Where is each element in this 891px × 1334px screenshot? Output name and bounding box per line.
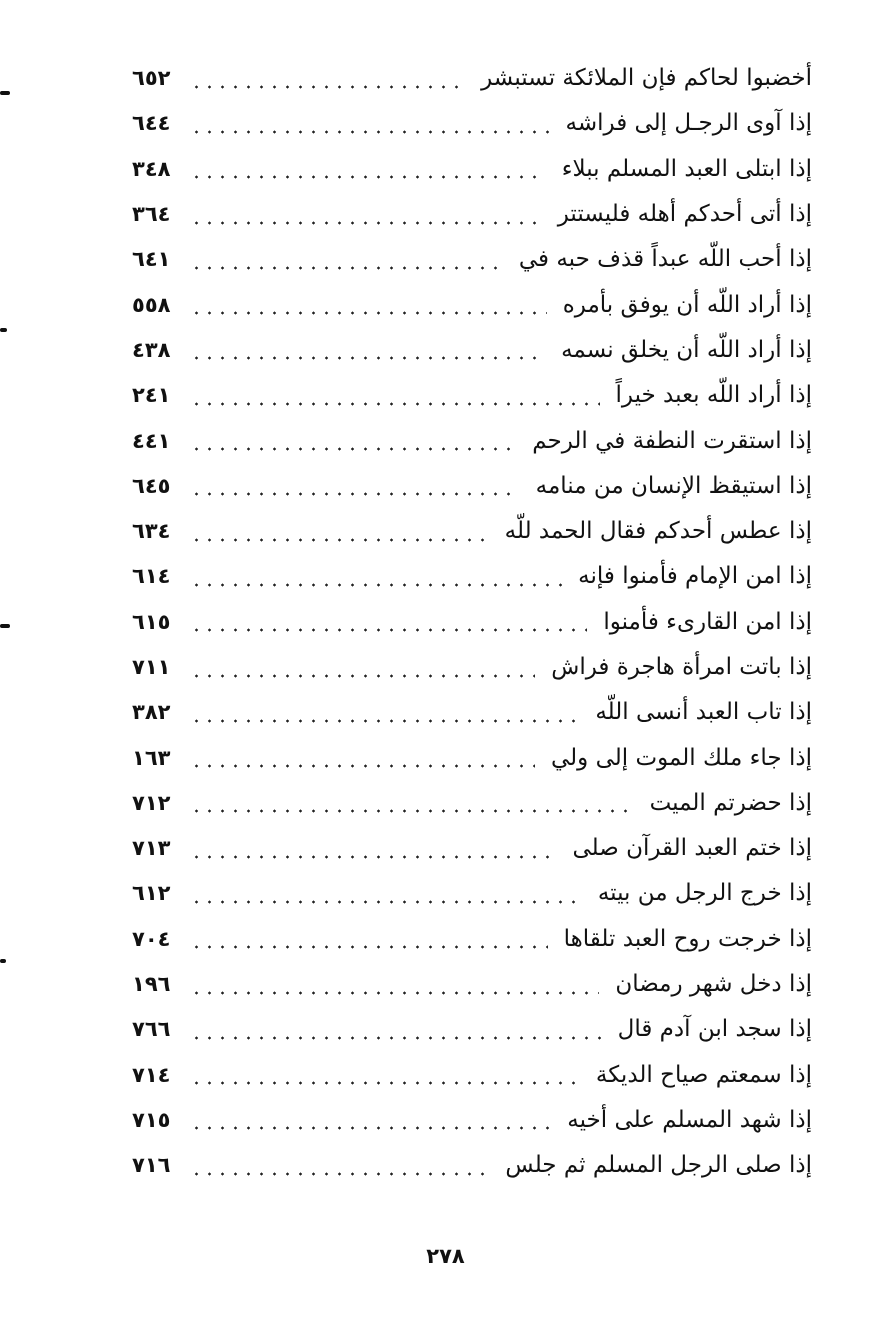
index-entry-page-number: ٦٥٢ xyxy=(132,66,171,91)
index-entry-page-number: ١٩٦ xyxy=(132,972,171,997)
scan-edge-mark xyxy=(0,624,10,628)
index-entry xyxy=(132,554,812,599)
index-entry-title: إذا استقرت النطفة في الرحم xyxy=(532,427,812,454)
index-entry-title: إذا أراد اللّه بعبد خيراً xyxy=(615,382,812,409)
index-entry xyxy=(132,690,812,735)
index-entry-page-number: ٦١٢ xyxy=(132,881,171,906)
dot-leader xyxy=(190,808,634,814)
index-entry-page-number: ٧١٤ xyxy=(132,1062,171,1087)
index-entry-title: إذا أراد اللّه أن يخلق نسمه xyxy=(561,336,812,363)
index-entry-page-number: ٧١٦ xyxy=(132,1153,171,1178)
dot-leader xyxy=(190,944,548,950)
index-entry-page-number: ٤٤١ xyxy=(132,428,171,453)
dot-leader xyxy=(190,310,547,316)
index-entry-page-number: ٤٣٨ xyxy=(132,337,171,362)
index-entry-title: إذا امن الإمام فأمنوا فإنه xyxy=(578,563,812,590)
scan-edge-mark xyxy=(0,959,6,963)
index-entry-page-number: ٦١٥ xyxy=(132,609,171,634)
index-entry-page-number: ٧١٢ xyxy=(132,790,171,815)
index-entry xyxy=(132,192,812,237)
index-entry-title: إذا ابتلى العبد المسلم ببلاء xyxy=(561,155,812,182)
dot-leader xyxy=(190,129,550,135)
index-entry-page-number: ٧١٣ xyxy=(132,836,171,861)
dot-leader xyxy=(190,899,582,905)
index-entry-title: إذا ختم العبد القرآن صلى xyxy=(572,835,812,862)
index-entry xyxy=(132,373,812,418)
index-entry-title: إذا أراد اللّه أن يوفق بأمره xyxy=(562,291,812,318)
hadith-index-list xyxy=(132,56,812,1188)
dot-leader xyxy=(190,1080,580,1086)
dot-leader xyxy=(190,1035,602,1041)
dot-leader xyxy=(190,84,465,90)
index-entry-page-number: ٣٨٢ xyxy=(132,700,171,725)
index-entry-title: إذا عطس أحدكم فقال الحمد للّه xyxy=(504,518,812,545)
scan-edge-mark xyxy=(0,91,10,95)
index-entry-page-number: ٥٥٨ xyxy=(132,292,171,317)
dot-leader xyxy=(190,401,600,407)
index-entry xyxy=(132,826,812,871)
index-entry-title: إذا صلى الرجل المسلم ثم جلس xyxy=(505,1152,812,1179)
index-entry xyxy=(132,1098,812,1143)
index-entry-title: إذا تاب العبد أنسى اللّه xyxy=(595,699,812,726)
index-entry-title: إذا استيقظ الإنسان من منامه xyxy=(535,472,812,499)
index-entry-page-number: ٧٦٦ xyxy=(132,1017,171,1042)
index-entry xyxy=(132,464,812,509)
index-entry xyxy=(132,600,812,645)
dot-leader xyxy=(190,1125,551,1131)
index-entry xyxy=(132,328,812,373)
index-entry-title: إذا أحب اللّه عبداً قذف حبه في xyxy=(518,246,812,273)
index-entry-title: إذا خرج الرجل من بيته xyxy=(597,880,812,907)
index-entry-title: إذا سجد ابن آدم قال xyxy=(617,1016,812,1043)
index-entry xyxy=(132,735,812,780)
index-entry-page-number: ٧٠٤ xyxy=(132,926,171,951)
page-number: ٢٧٨ xyxy=(426,1244,465,1268)
index-entry-title: إذا امن القارىء فأمنوا xyxy=(603,608,812,635)
dot-leader xyxy=(190,627,587,633)
index-entry-title: إذا باتت امرأة هاجرة فراش xyxy=(551,654,812,680)
index-entry-title: إذا خرجت روح العبد تلقاها xyxy=(563,925,812,952)
index-entry xyxy=(132,1053,812,1098)
dot-leader xyxy=(190,220,542,226)
index-entry-title: إذا سمعتم صياح الديكة xyxy=(595,1061,812,1088)
index-entry xyxy=(132,418,812,463)
dot-leader xyxy=(190,491,520,497)
index-entry-page-number: ٧١٥ xyxy=(132,1107,171,1132)
index-entry xyxy=(132,1007,812,1052)
dot-leader xyxy=(190,854,556,860)
dot-leader xyxy=(190,355,545,361)
index-entry xyxy=(132,147,812,192)
index-entry xyxy=(132,962,812,1007)
index-entry xyxy=(132,645,812,690)
dot-leader xyxy=(190,265,503,271)
index-entry-title: إذا جاء ملك الموت إلى ولي xyxy=(550,744,812,771)
index-entry-page-number: ٣٤٨ xyxy=(132,156,171,181)
index-entry xyxy=(132,781,812,826)
index-entry-page-number: ٦٤٥ xyxy=(132,473,171,498)
index-entry xyxy=(132,237,812,282)
index-entry xyxy=(132,56,812,101)
dot-leader xyxy=(190,582,562,588)
index-entry-title: إذا دخل شهر رمضان xyxy=(615,971,812,998)
index-entry-page-number: ٣٦٤ xyxy=(132,202,171,227)
index-entry-title: إذا شهد المسلم على أخيه xyxy=(567,1106,812,1133)
dot-leader xyxy=(190,174,546,180)
dot-leader xyxy=(190,446,516,452)
dot-leader xyxy=(190,537,489,543)
index-entry xyxy=(132,871,812,916)
index-entry-page-number: ٦٤٤ xyxy=(132,111,171,136)
dot-leader xyxy=(190,1171,489,1177)
index-entry-page-number: ٦٣٤ xyxy=(132,519,171,544)
index-entry xyxy=(132,917,812,962)
index-entry xyxy=(132,101,812,146)
index-entry-title: إذا آوى الرجـل إلى فراشه xyxy=(565,110,812,137)
dot-leader xyxy=(190,718,579,724)
index-entry-page-number: ٦١٤ xyxy=(132,564,171,589)
index-entry-page-number: ١٦٣ xyxy=(132,745,171,770)
index-entry-title: إذا حضرتم الميت xyxy=(649,789,812,816)
index-entry-page-number: ٦٤١ xyxy=(132,247,171,272)
dot-leader xyxy=(190,673,535,679)
index-entry xyxy=(132,282,812,327)
index-entry-title: إذا أتى أحدكم أهله فليستتر xyxy=(557,201,812,228)
scan-edge-mark xyxy=(0,328,7,332)
index-entry xyxy=(132,1143,812,1188)
index-entry-page-number: ٧١١ xyxy=(132,655,171,679)
dot-leader xyxy=(190,763,535,769)
index-entry-page-number: ٢٤١ xyxy=(132,383,171,408)
index-entry-title: أخضبوا لحاكم فإن الملائكة تستبشر xyxy=(481,65,812,92)
index-entry xyxy=(132,509,812,554)
dot-leader xyxy=(190,990,599,996)
